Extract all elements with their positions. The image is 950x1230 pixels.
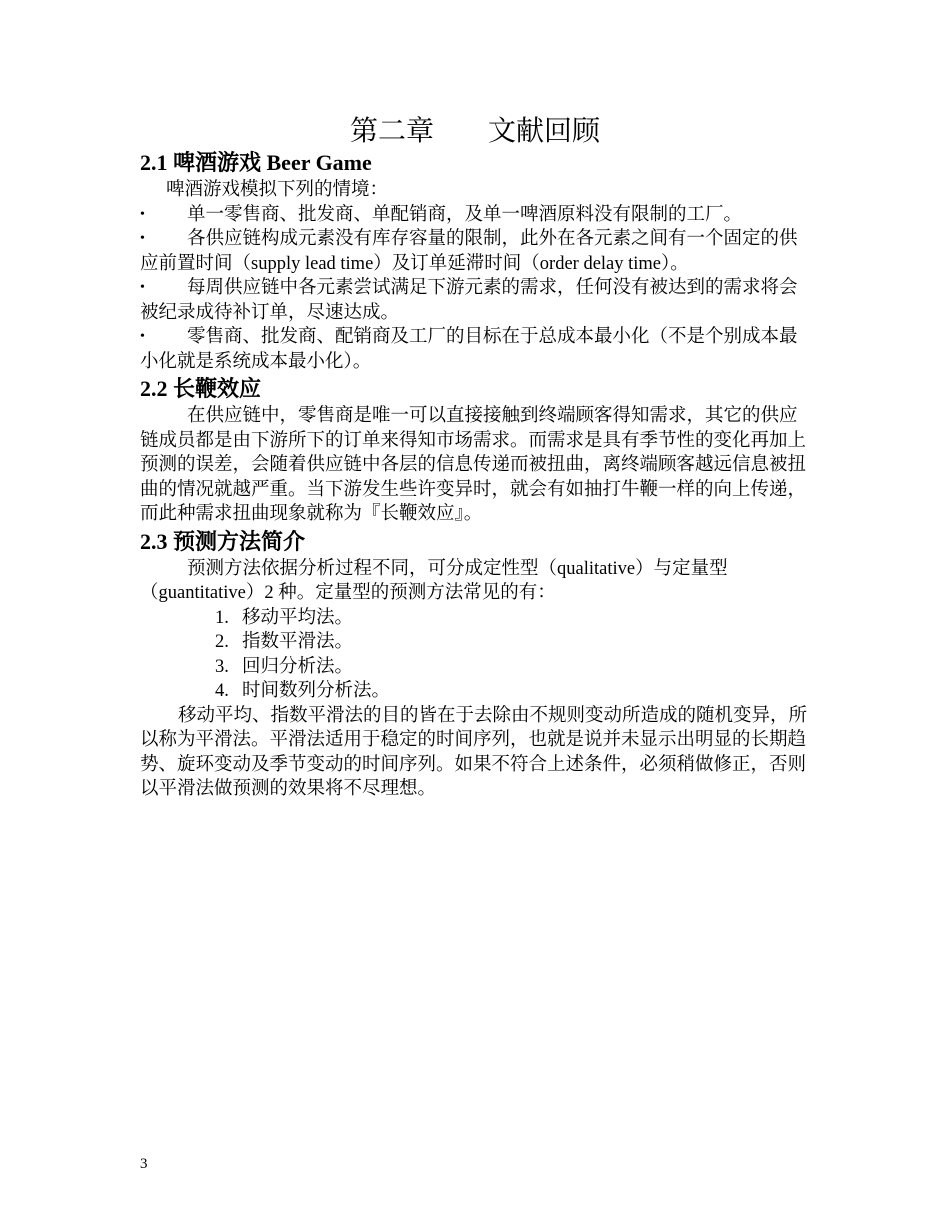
bullet-icon: •: [140, 231, 145, 246]
bullet-text: 零售商、批发商、配销商及工厂的目标在于总成本最小化（不是个别成本最小化就是系统成本最小化）。: [140, 327, 798, 372]
bullet-item: [140, 203, 810, 228]
bullet-text: 单一零售商、批发商、单配销商，及单一啤酒原料没有限制的工厂。: [187, 204, 743, 225]
list-item: [140, 679, 810, 704]
page-number: 3: [140, 1156, 148, 1172]
chapter-number: 第二章: [349, 116, 434, 147]
chapter-name: 文献回顾: [488, 116, 601, 147]
bullet-text: 各供应链构成元素没有库存容量的限制，此外在各元素之间有一个固定的供应前置时间（supply lead time）及订单延滞时间（order delay time）。: [140, 229, 798, 274]
list-item-number: 3.: [215, 656, 229, 677]
document-body: [140, 148, 810, 802]
chapter-title: [0, 112, 950, 152]
section-2-3-closing: 移动平均、指数平滑法的目的皆在于去除由不规则变动所造成的随机变异，所以称为平滑法。平滑法适用于稳定的时间序列，也就是说并未显示出明显的长期趋势、旋环变动及季节变动的时间序列。如果不符合上述条件，必须稍做修正，否则以平滑法做预测的效果将不尽理想。: [140, 705, 808, 799]
list-item: [140, 606, 810, 631]
bullet-item: [140, 227, 810, 276]
list-item-text: 移动平均法。: [242, 607, 354, 628]
section-heading-2-2: 2.2 长鞭效应: [140, 376, 262, 401]
bullet-item: [140, 325, 810, 374]
list-item-number: 1.: [215, 607, 229, 628]
list-item-text: 指数平滑法。: [242, 632, 354, 652]
bullet-item: [140, 276, 810, 325]
method-list: [140, 606, 810, 704]
bullet-icon: •: [140, 329, 145, 344]
list-item-number: 4.: [215, 681, 229, 701]
section-heading-2-1: 2.1 啤酒游戏 Beer Game: [140, 150, 372, 175]
section-2-1-intro: 啤酒游戏模拟下列的情境：: [166, 180, 389, 200]
bullet-text: 每周供应链中各元素尝试满足下游元素的需求，任何没有被达到的需求将会被纪录成待补订单，尽速达成。: [140, 278, 798, 323]
section-heading-2-3: 2.3 预测方法简介: [140, 528, 306, 554]
bullet-icon: •: [140, 206, 145, 222]
section-2-3-paragraph: 预测方法依据分析过程不同，可分成定性型（qualitative）与定量型（guantitative）2 种。定量型的预测方法常见的有：: [140, 558, 728, 603]
list-item-number: 2.: [215, 632, 229, 652]
list-item: [140, 655, 810, 680]
list-item-text: 回归分析法。: [242, 656, 354, 677]
section-2-2-paragraph: 在供应链中，零售商是唯一可以直接接触到终端顾客得知需求，其它的供应链成员都是由下游所下的订单来得知市场需求。而需求是具有季节性的变化再加上预测的误差，会随着供应链中各层的信息传递而被扭曲，离终端顾客越远信息被扭曲的情况就越严重。当下游发生些许变异时，就会有如抽打牛鞭一样的向上传递，而此种需求扭曲现象就称为『长鞭效应』。: [140, 406, 807, 524]
bullet-icon: •: [140, 280, 145, 295]
list-item-text: 时间数列分析法。: [242, 681, 391, 701]
list-item: [140, 630, 810, 655]
